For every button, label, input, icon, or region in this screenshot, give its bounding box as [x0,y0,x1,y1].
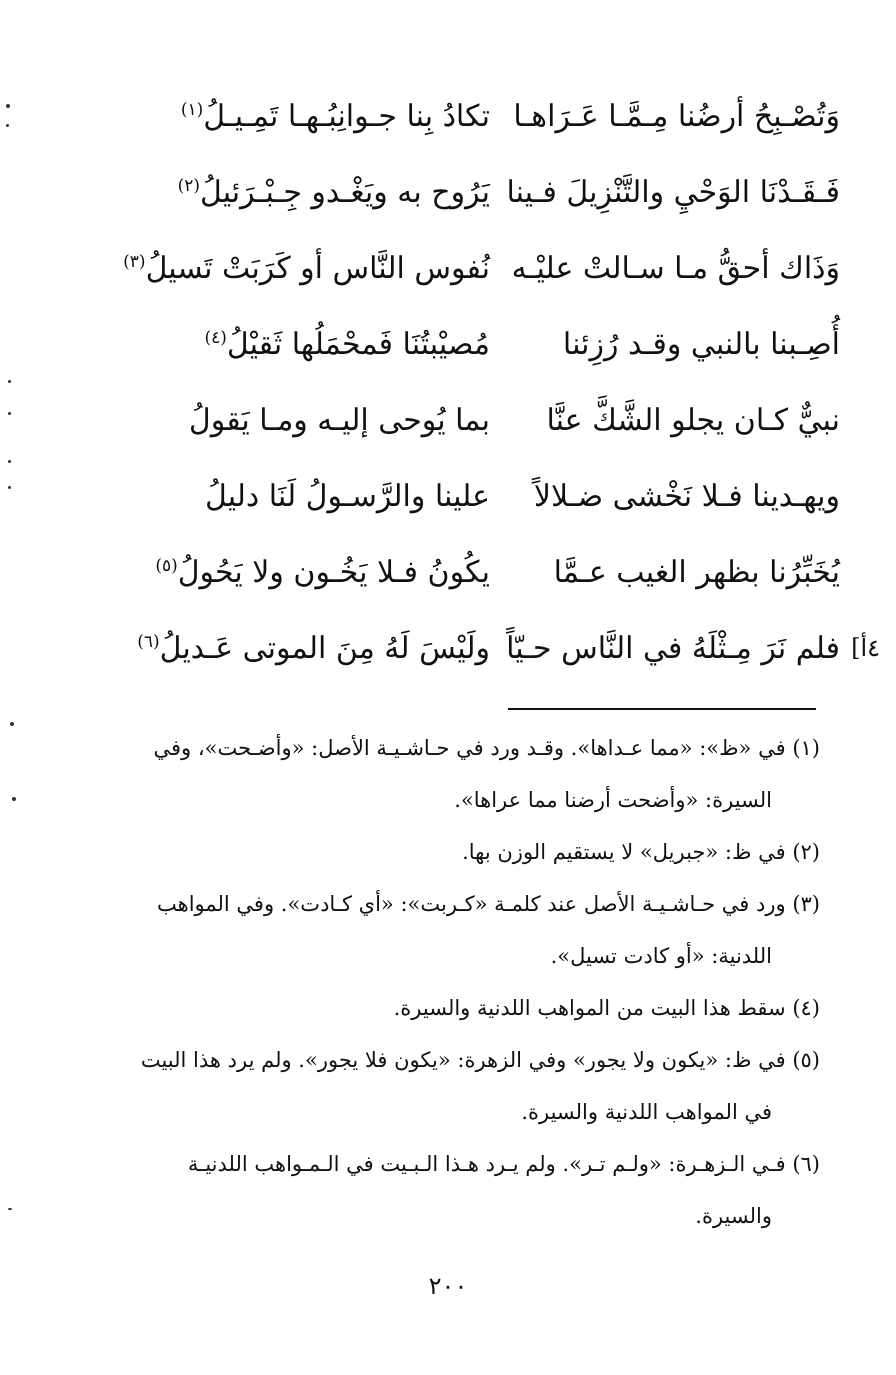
footnote-2 [108,826,820,878]
scan-speck [8,412,11,415]
verse-first-hemistich: أُصِـبنا بالنبي وقـد رُزِئنا [562,327,840,362]
footnote-line: (١) في «ظ»: «مما عـداها». وقـد ورد في حـاشـيـة الأصل: «وأضـحت»، وفي [153,736,820,760]
verse-first-hemistich: فلم نَرَ مِـثْلَهُ في النَّاس حـيّاً [506,631,840,666]
scan-speck [8,486,11,489]
verse-7 [110,544,840,620]
scan-speck [12,797,16,801]
footnote-line: (٥) في ظ: «يكون ولا يجور» وفي الزهرة: «يكون فلا يجور». ولم يرد هذا البيت [140,1048,820,1072]
verse-second-hemistich: بما يُوحى إليـه ومـا يَقولُ [188,403,490,438]
verse-second-hemistich: تكادُ بِنا جـوانِبُـهـا تَمِـيـلُ$^{(١)}$ [180,99,490,134]
verse-first-hemistich: يُخَبِّرُنا بظهر الغيب عـمَّا [553,555,840,590]
footnote-mark[interactable]: (٢) [177,176,201,196]
footnote-line: اللدنية: «أو كادت تسيل». [550,944,772,968]
scan-speck [8,460,11,463]
footnote-number: (٣) [792,892,820,916]
verse-second-hemistich: ولَيْسَ لَهُ مِنَ الموتى عَـديلُ$^{(٦)}$ [137,631,490,666]
footnote-3 [108,878,820,982]
verse-second-hemistich: نُفوس النَّاس أو كَرَبَتْ تَسيلُ$^{(٣)}$ [123,251,490,286]
verse-first-hemistich: وَذَاك أحقُّ مـا سـالتْ عليْـه [511,251,840,286]
scan-speck [6,124,9,127]
footnote-4 [108,982,820,1034]
footnote-number: (٦) [792,1152,820,1176]
verse-second-hemistich: يَرُوح به ويَغْـدو جِـبْـرَئيلُ$^{(٢)}$ [177,175,490,210]
footnote-mark[interactable]: (٦) [137,632,160,652]
footnote-line: السيرة: «وأضحت أرضنا مما عراها». [454,788,772,812]
footnote-line: (٣) ورد في حـاشـيـة الأصل عند كلمـة «كـربت»: «أي كـادت». وفي المواهب [157,892,820,916]
footnote-mark[interactable]: (٥) [155,556,178,576]
footnote-divider [508,708,816,710]
scan-speck [10,722,14,726]
footnote-number: (٢) [792,840,820,864]
verse-8 [110,620,880,696]
verse-3 [110,240,840,316]
scan-speck [8,1208,12,1210]
verse-5 [110,392,840,468]
footnote-number: (١) [792,736,820,760]
verse-2 [110,164,840,240]
scan-speck [6,104,10,108]
manuscript-folio-ref: ٤أ] [851,634,880,662]
scan-speck [8,380,11,383]
footnote-5 [108,1034,820,1138]
footnote-mark[interactable]: (١) [180,100,204,120]
verse-second-hemistich: يكُونُ فـلا يَخُـون ولا يَحُولُ$^{(٥)}$ [155,555,490,590]
footnote-number: (٥) [792,1048,820,1072]
footnote-6 [108,1138,820,1242]
verse-4 [110,316,840,392]
verse-1 [110,88,840,164]
poem [110,88,880,696]
footnote-number: (٤) [792,996,820,1020]
verse-first-hemistich: فَـقَـدْنَا الوَحْيِ والتَّنْزِيلَ فـينا [506,175,840,210]
verse-first-hemistich: وَتُصْـبِحُ أرضُنا مِـمَّـا عَـرَاهـا [513,99,840,134]
footnote-line: (٦) فـي الـزهـرة: «ولـم تـر». ولم يـرد هـذا الـبـيت في الـمـواهب اللدنيـة [187,1152,820,1176]
verse-second-hemistich: مُصيْبتُنَا فَمحْمَلُها ثَقيْلُ$^{(٤)}$ [204,327,490,362]
verse-first-hemistich: ويهـدينا فـلا نَخْشى ضـلالاً [533,479,840,514]
footnotes [108,722,820,1242]
footnote-line: والسيرة. [695,1204,772,1228]
footnote-mark[interactable]: (٤) [204,328,227,348]
footnote-1 [108,722,820,826]
footnote-line: (٢) في ظ: «جبريل» لا يستقيم الوزن بها. [462,840,820,864]
page-number: ٢٠٠ [428,1272,468,1300]
verse-6 [110,468,840,544]
footnote-mark[interactable]: (٣) [123,252,146,272]
footnote-line: في المواهب اللدنية والسيرة. [521,1100,772,1124]
verse-first-hemistich: نبيٌّ كـان يجلو الشَّكَّ عنَّا [546,403,840,438]
footnote-line: (٤) سقط هذا البيت من المواهب اللدنية والسيرة. [393,996,820,1020]
verse-second-hemistich: علينا والرَّسـولُ لَنَا دليلُ [204,479,490,514]
